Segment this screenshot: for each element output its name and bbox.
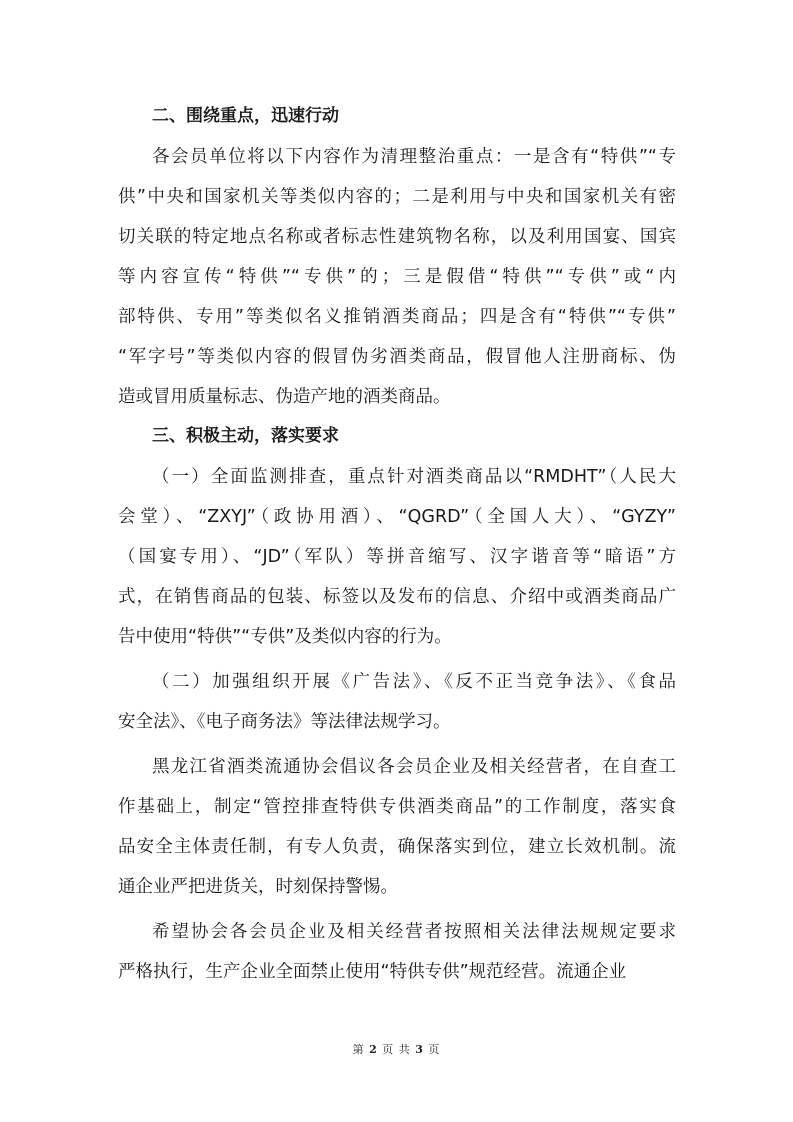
- paragraph: [118, 137, 676, 417]
- paragraph-line: 会堂）、“ZXYJ”（政协用酒）、“QGRD”（全国人大）、“GYZY”: [118, 507, 676, 527]
- footer-current-page: 2: [369, 1043, 378, 1056]
- footer-prefix: 第: [352, 1043, 365, 1056]
- paragraph: [118, 747, 676, 907]
- section-heading: 二、围绕重点，迅速行动: [152, 106, 339, 126]
- paragraph-line: （一）全面监测排查，重点针对酒类商品以“RMDHT”（人民大: [152, 467, 676, 487]
- paragraph-line: 式，在销售商品的包装、标签以及发布的信息、介绍中或酒类商品广: [118, 587, 676, 607]
- page-footer: [0, 1041, 793, 1057]
- paragraph-line: 作基础上，制定“管控排查特供专供酒类商品”的工作制度，落实食: [118, 797, 676, 817]
- paragraph-line: （国宴专用）、“JD”（军队）等拼音缩写、汉字谐音等“暗语”方: [118, 547, 676, 567]
- paragraph-line: 造或冒用质量标志、伪造产地的酒类商品。: [118, 387, 451, 407]
- paragraph-line: 黑龙江省酒类流通协会倡议各会员企业及相关经营者，在自查工: [152, 757, 676, 777]
- paragraph-line: （二）加强组织开展《广告法》、《反不正当竞争法》、《食品: [152, 672, 676, 692]
- document-body: [118, 102, 676, 997]
- paragraph-line: 安全法》、《电子商务法》等法律法规学习。: [118, 712, 451, 732]
- paragraph-line: 供”中央和国家机关等类似内容的；二是利用与中央和国家机关有密: [118, 187, 676, 207]
- footer-total-pages: 3: [415, 1043, 424, 1056]
- paragraph-line: 各会员单位将以下内容作为清理整治重点：一是含有“特供”“专: [152, 147, 676, 167]
- section-heading: 三、积极主动，落实要求: [152, 426, 339, 446]
- paragraph-line: 严格执行，生产企业全面禁止使用“特供专供”规范经营。流通企业: [118, 962, 627, 982]
- paragraph-line: 告中使用“特供”“专供”及类似内容的行为。: [118, 627, 452, 647]
- paragraph: [118, 457, 676, 657]
- paragraph-line: 部特供、专用”等类似名义推销酒类商品；四是含有“特供”“专供”: [118, 307, 676, 327]
- paragraph-line: 切关联的特定地点名称或者标志性建筑物名称，以及利用国宴、国宾: [118, 227, 676, 247]
- paragraph: [118, 662, 676, 742]
- paragraph-line: 等内容宣传“特供”“专供”的；三是假借“特供”“专供”或“内: [118, 267, 676, 287]
- paragraph-line: 希望协会各会员企业及相关经营者按照相关法律法规规定要求: [152, 922, 676, 942]
- footer-suffix: 页: [428, 1043, 441, 1056]
- footer-middle: 页 共: [382, 1043, 411, 1056]
- paragraph-line: 品安全主体责任制，有专人负责，确保落实到位，建立长效机制。流: [118, 837, 676, 857]
- paragraph: [118, 912, 676, 992]
- paragraph-line: 通企业严把进货关，时刻保持警惕。: [118, 877, 398, 897]
- paragraph-line: “军字号”等类似内容的假冒伪劣酒类商品，假冒他人注册商标、伪: [118, 347, 676, 367]
